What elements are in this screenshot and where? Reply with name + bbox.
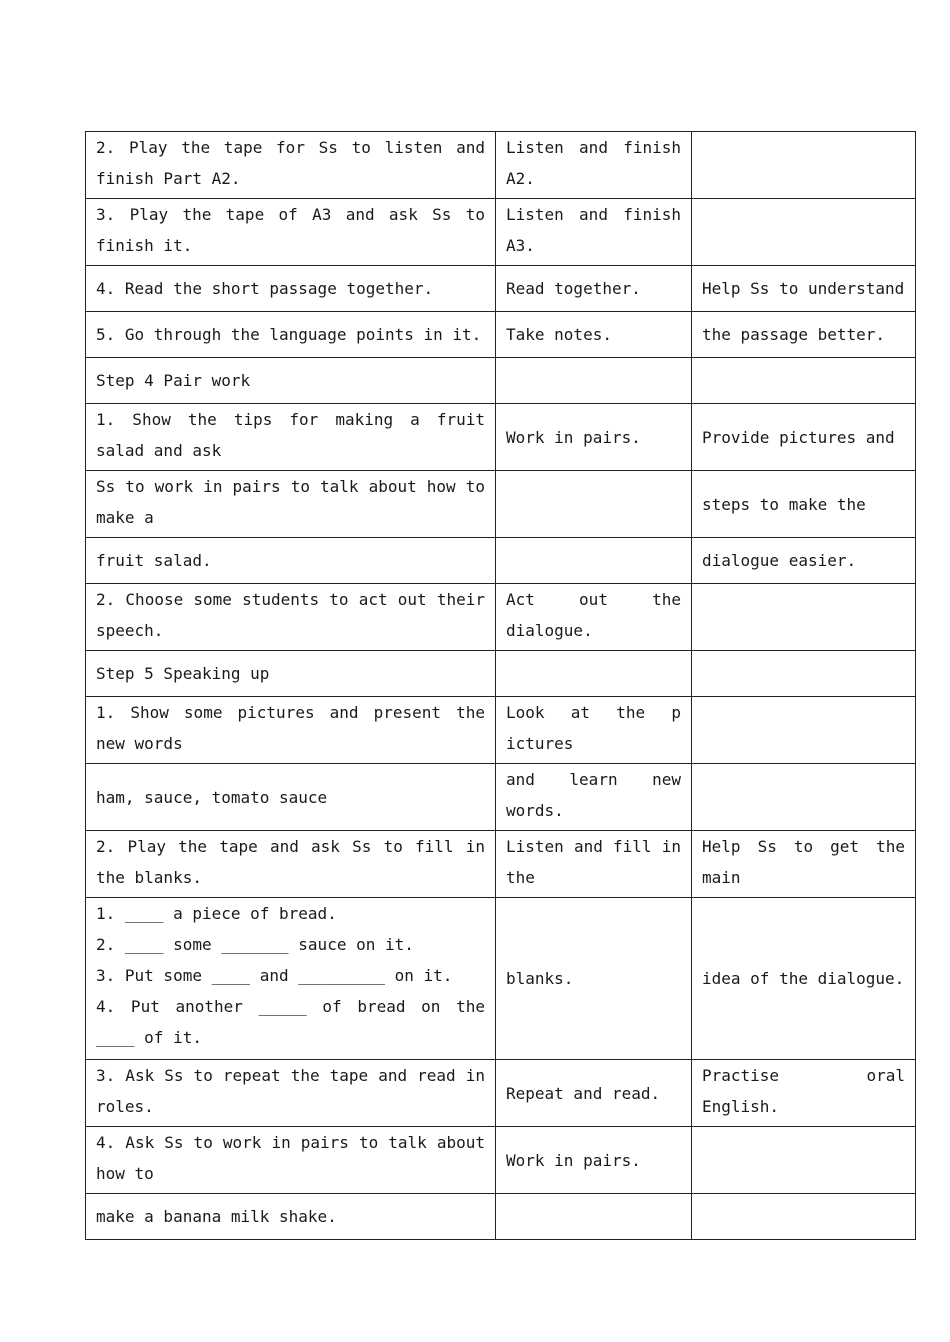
step-cell bbox=[86, 266, 496, 312]
purpose-cell bbox=[692, 651, 916, 697]
purpose-cell bbox=[692, 538, 916, 584]
cell-text-line: how to bbox=[96, 1164, 154, 1183]
table-row bbox=[86, 266, 916, 312]
cell-text-line: dialogue easier. bbox=[702, 551, 857, 570]
student-activity-cell bbox=[496, 538, 692, 584]
cell-text-line: ham, sauce, tomato sauce bbox=[96, 787, 328, 807]
cell-text-line: ictures bbox=[506, 734, 574, 753]
purpose-cell bbox=[692, 1060, 916, 1127]
cell-text-line: make a banana milk shake. bbox=[96, 1207, 337, 1226]
table-row bbox=[86, 538, 916, 584]
purpose-cell bbox=[692, 199, 916, 266]
cell-text-line: Step 5 Speaking up bbox=[96, 664, 270, 683]
cell-text-line: the bbox=[506, 868, 535, 887]
table-row bbox=[86, 404, 916, 471]
student-activity-cell bbox=[496, 471, 692, 538]
cell-text-line: Listen and fill in bbox=[506, 837, 681, 856]
cell-text-line: Listen and finish bbox=[506, 205, 681, 224]
cell-text-line: Ss to work in pairs to talk about how to bbox=[96, 477, 485, 496]
table-row bbox=[86, 584, 916, 651]
table-row bbox=[86, 651, 916, 697]
cell-text-line: roles. bbox=[96, 1097, 154, 1116]
step-cell bbox=[86, 651, 496, 697]
student-activity-cell bbox=[496, 651, 692, 697]
step-cell bbox=[86, 471, 496, 538]
cell-text-line: Work in pairs. bbox=[506, 1150, 641, 1170]
cell-text-line: new words bbox=[96, 734, 183, 753]
purpose-cell bbox=[692, 404, 916, 471]
table-row bbox=[86, 764, 916, 831]
cell-text-line: Provide pictures and bbox=[702, 427, 895, 447]
step-cell bbox=[86, 358, 496, 404]
student-activity-cell bbox=[496, 1127, 692, 1194]
table-row bbox=[86, 471, 916, 538]
purpose-cell bbox=[692, 898, 916, 1060]
cell-text-line: Help Ss to get the bbox=[702, 837, 905, 856]
step-cell bbox=[86, 1127, 496, 1194]
purpose-cell bbox=[692, 132, 916, 199]
purpose-cell bbox=[692, 312, 916, 358]
cell-text-line: finish it. bbox=[96, 236, 193, 255]
cell-text-line: Step 4 Pair work bbox=[96, 371, 251, 390]
table-row bbox=[86, 697, 916, 764]
step-cell bbox=[86, 584, 496, 651]
cell-text-line: Help Ss to understand bbox=[702, 279, 905, 298]
cell-text-line: the blanks. bbox=[96, 868, 202, 887]
step-cell bbox=[86, 199, 496, 266]
cell-text-line: ____ of it. bbox=[96, 1028, 202, 1047]
purpose-cell bbox=[692, 697, 916, 764]
purpose-cell bbox=[692, 584, 916, 651]
step-cell bbox=[86, 1060, 496, 1127]
cell-text-line: 5. Go through the language points in it. bbox=[96, 325, 482, 344]
table-row bbox=[86, 1127, 916, 1194]
step-cell bbox=[86, 312, 496, 358]
cell-text-line: salad and ask bbox=[96, 441, 222, 460]
table-row bbox=[86, 312, 916, 358]
table-row bbox=[86, 1194, 916, 1240]
cell-text-line: A2. bbox=[506, 169, 535, 188]
cell-text-line: 1. Show the tips for making a fruit bbox=[96, 410, 485, 429]
cell-text-line: 4. Put another _____ of bread on the bbox=[96, 997, 485, 1016]
cell-text-line: and learn new bbox=[506, 770, 681, 789]
cell-text-line: 4. Ask Ss to work in pairs to talk about bbox=[96, 1133, 485, 1152]
cell-text-line: dialogue. bbox=[506, 621, 593, 640]
cell-text-line: Act out the bbox=[506, 590, 681, 609]
cell-text-line: 2. Play the tape for Ss to listen and bbox=[96, 138, 485, 157]
purpose-cell bbox=[692, 266, 916, 312]
cell-text-line: 1. Show some pictures and present the bbox=[96, 703, 485, 722]
table-row bbox=[86, 132, 916, 199]
student-activity-cell bbox=[496, 1060, 692, 1127]
cell-text-line: 1. ____ a piece of bread. bbox=[96, 904, 337, 923]
table-row bbox=[86, 358, 916, 404]
cell-text-line: the passage better. bbox=[702, 325, 886, 344]
cell-text-line: 2. Play the tape and ask Ss to fill in bbox=[96, 837, 485, 856]
cell-text-line: make a bbox=[96, 508, 154, 527]
purpose-cell bbox=[692, 1194, 916, 1240]
student-activity-cell bbox=[496, 266, 692, 312]
student-activity-cell bbox=[496, 199, 692, 266]
cell-text-line: Take notes. bbox=[506, 325, 612, 344]
cell-text-line: 2. Choose some students to act out their bbox=[96, 590, 485, 609]
cell-text-line: idea of the dialogue. bbox=[702, 969, 905, 988]
cell-text-line: blanks. bbox=[506, 969, 574, 988]
purpose-cell bbox=[692, 471, 916, 538]
student-activity-cell bbox=[496, 764, 692, 831]
student-activity-cell bbox=[496, 404, 692, 471]
cell-text-line: 3. Put some ____ and _________ on it. bbox=[96, 966, 453, 985]
step-cell bbox=[86, 697, 496, 764]
cell-text-line: steps to make the bbox=[702, 494, 866, 514]
lesson-plan-body bbox=[86, 132, 916, 1240]
purpose-cell bbox=[692, 1127, 916, 1194]
cell-text-line: Listen and finish bbox=[506, 138, 681, 157]
student-activity-cell bbox=[496, 898, 692, 1060]
cell-text-line: main bbox=[702, 868, 741, 887]
lesson-plan-table bbox=[85, 131, 916, 1240]
cell-text-line: Repeat and read. bbox=[506, 1083, 661, 1103]
cell-text-line: Read together. bbox=[506, 279, 641, 298]
cell-text-line: 4. Read the short passage together. bbox=[96, 279, 434, 298]
table-row bbox=[86, 1060, 916, 1127]
student-activity-cell bbox=[496, 697, 692, 764]
step-cell bbox=[86, 1194, 496, 1240]
cell-text-line: 2. ____ some _______ sauce on it. bbox=[96, 935, 414, 954]
cell-text-line: Practise oral bbox=[702, 1066, 905, 1085]
student-activity-cell bbox=[496, 584, 692, 651]
cell-text-line: A3. bbox=[506, 236, 535, 255]
cell-text-line: fruit salad. bbox=[96, 551, 212, 570]
cell-text-line: finish Part A2. bbox=[96, 169, 241, 188]
student-activity-cell bbox=[496, 132, 692, 199]
student-activity-cell bbox=[496, 358, 692, 404]
student-activity-cell bbox=[496, 312, 692, 358]
step-cell bbox=[86, 831, 496, 898]
student-activity-cell bbox=[496, 1194, 692, 1240]
student-activity-cell bbox=[496, 831, 692, 898]
purpose-cell bbox=[692, 764, 916, 831]
step-cell bbox=[86, 898, 496, 1060]
cell-text-line: speech. bbox=[96, 621, 164, 640]
cell-text-line: 3. Ask Ss to repeat the tape and read in bbox=[96, 1066, 485, 1085]
cell-text-line: Work in pairs. bbox=[506, 427, 641, 447]
cell-text-line: 3. Play the tape of A3 and ask Ss to bbox=[96, 205, 485, 224]
purpose-cell bbox=[692, 831, 916, 898]
step-cell bbox=[86, 404, 496, 471]
cell-text-line: Look at the p bbox=[506, 703, 681, 722]
cell-text-line: words. bbox=[506, 801, 564, 820]
table-row bbox=[86, 898, 916, 1060]
step-cell bbox=[86, 132, 496, 199]
table-row bbox=[86, 199, 916, 266]
step-cell bbox=[86, 764, 496, 831]
cell-text-line: English. bbox=[702, 1097, 780, 1116]
table-row bbox=[86, 831, 916, 898]
step-cell bbox=[86, 538, 496, 584]
purpose-cell bbox=[692, 358, 916, 404]
